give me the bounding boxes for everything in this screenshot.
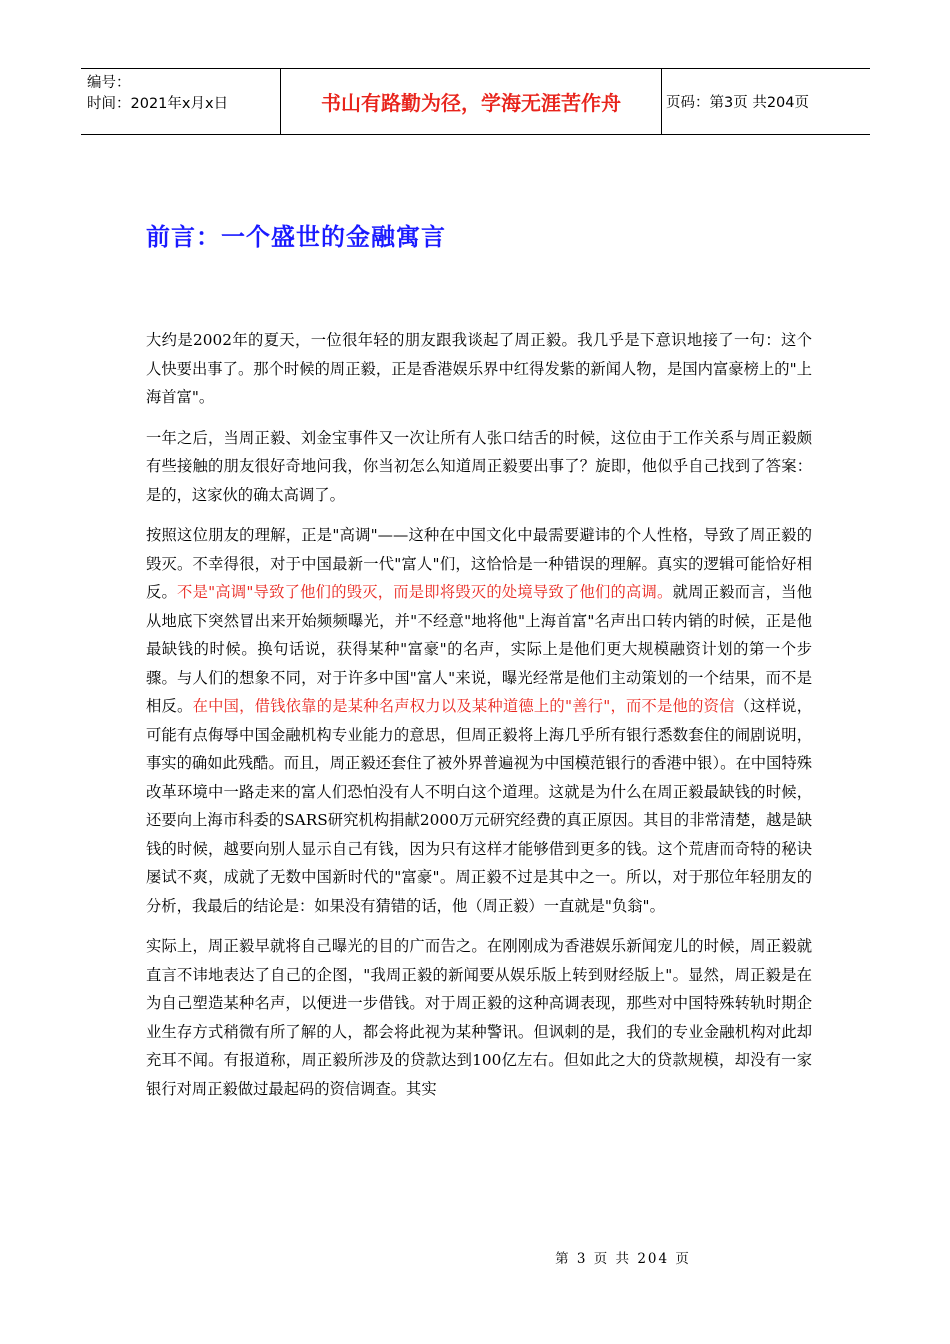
paragraph-3-part-a: 按照这位朋友的理解，正是"高调"——这种在中国文化中最需要避讳的个人性格，导致了周正毅的毁灭。不幸得很，对于中国最新一代"富人"们，这恰恰是一种错误的理解。真实的逻辑可能恰好相反。 (146, 526, 812, 601)
paragraph-3-part-c: （这样说，可能有点侮辱中国金融机构专业能力的意思，但周正毅将上海几乎所有银行悉数套住的闹剧说明，事实的确如此残酷。而且，周正毅还套住了被外界普遍视为中国模范银行的香港中银）。在中国特殊改革环境中一路走来的富人们恐怕没有人不明白这个道理。这就是为什么在周正毅最缺钱的时候，还要向上海市科委的SARS研究机构捐献2000万元研究经费的真正原因。其目的非常清楚，越是缺钱的时候，越要向别人显示自己有钱，因为只有这样才能够借到更多的钱。这个荒唐而奇特的秘诀屡试不爽，成就了无数中国新时代的"富豪"。周正毅不过是其中之一。所以，对于那位年轻朋友的分析，我最后的结论是：如果没有猜错的话，他（周正毅）一直就是"负翁"。 (146, 697, 812, 915)
header-motto-cell (281, 69, 662, 134)
header-page-cell (662, 69, 870, 134)
page-footer (0, 1247, 950, 1267)
footer-page-number: 第 3 页 共 204 页 (555, 1251, 691, 1267)
document-number-label: 编号： (87, 75, 131, 91)
document-time-label: 时间：2021年x月x日 (87, 96, 229, 112)
header-table (81, 68, 870, 135)
header-motto: 书山有路勤为径，学海无涯苦作舟 (321, 91, 621, 115)
header-meta-cell (81, 69, 281, 134)
paragraph-2: 一年之后，当周正毅、刘金宝事件又一次让所有人张口结舌的时候，这位由于工作关系与周正毅颇有些接触的朋友很好奇地问我，你当初怎么知道周正毅要出事了？旋即，他似乎自己找到了答案：是的，这家伙的确太高调了。 (146, 428, 812, 504)
paragraph-4: 实际上，周正毅早就将自己曝光的目的广而告之。在刚刚成为香港娱乐新闻宠儿的时候，周正毅就直言不讳地表达了自己的企图，"我周正毅的新闻要从娱乐版上转到财经版上"。显然，周正毅是在为自己塑造某种名声，以便进一步借钱。对于周正毅的这种高调表现，那些对中国特殊转轨时期企业生存方式稍微有所了解的人，都会将此视为某种警讯。但讽刺的是，我们的专业金融机构对此却充耳不闻。有报道称，周正毅所涉及的贷款达到100亿左右。但如此之大的贷款规模，却没有一家银行对周正毅做过最起码的资信调查。其实 (146, 937, 812, 1098)
header-page-info: 页码：第3页 共204页 (666, 95, 810, 111)
highlight-sentence-2: 在中国，借钱依靠的是某种名声权力以及某种道德上的"善行"，而不是他的资信 (192, 697, 735, 715)
paragraph-1: 大约是2002年的夏天，一位很年轻的朋友跟我谈起了周正毅。我几乎是下意识地接了一句：这个人快要出事了。那个时候的周正毅，正是香港娱乐界中红得发紫的新闻人物，是国内富豪榜上的"上海首富"。 (146, 331, 812, 406)
paragraph-3 (146, 521, 812, 920)
highlight-sentence-1: 不是"高调"导致了他们的毁灭，而是即将毁灭的处境导致了他们的高调。 (177, 583, 673, 601)
page-title: 前言：一个盛世的金融寓言 (146, 223, 446, 251)
document-body (146, 326, 812, 1115)
paragraph-3-part-b: 就周正毅而言，当他从地底下突然冒出来开始频频曝光，并"不经意"地将他"上海首富"名声出口转内销的时候，正是他最缺钱的时候。换句话说，获得某种"富豪"的名声，实际上是他们更大规模融资计划的第一个步骤。与人们的想象不同，对于许多中国"富人"来说，曝光经常是他们主动策划的一个结果，而不是相反。 (146, 583, 812, 715)
